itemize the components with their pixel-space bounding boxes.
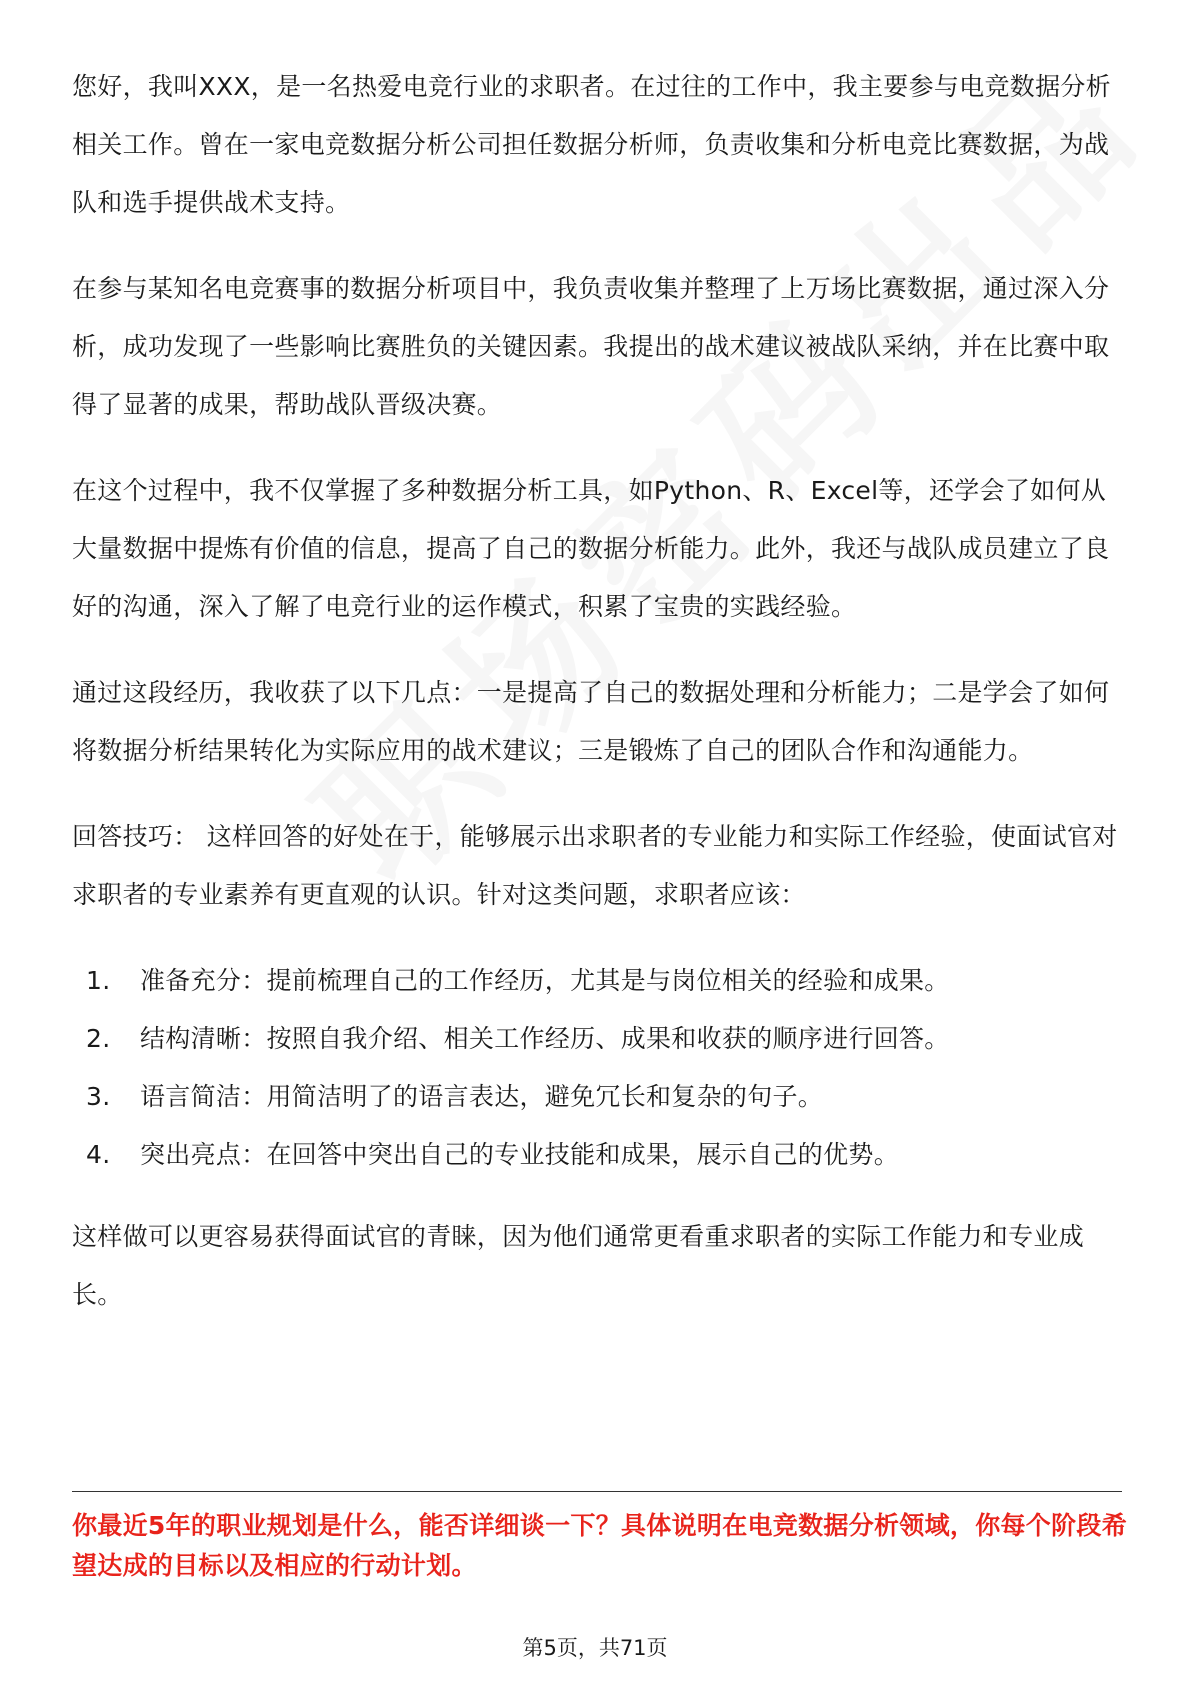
list-item xyxy=(72,1068,1122,1126)
list-item xyxy=(72,1126,1122,1184)
list-item-number: 2. xyxy=(86,1024,111,1053)
list-item-text: 准备充分：提前梳理自己的工作经历，尤其是与岗位相关的经验和成果。 xyxy=(140,966,950,995)
tips-list xyxy=(72,952,1122,1184)
list-item-text: 突出亮点：在回答中突出自己的专业技能和成果，展示自己的优势。 xyxy=(140,1140,900,1169)
tips-intro-paragraph: 回答技巧： 这样回答的好处在于，能够展示出求职者的专业能力和实际工作经验，使面试官对求职者的专业素养有更直观的认识。针对这类问题，求职者应该： xyxy=(72,822,1118,909)
project-paragraph: 在参与某知名电竞赛事的数据分析项目中，我负责收集并整理了上万场比赛数据，通过深入分析，成功发现了一些影响比赛胜负的关键因素。我提出的战术建议被战队采纳，并在比赛中取得了显著的成果，帮助战队晋级决赛。 xyxy=(72,274,1110,419)
list-item xyxy=(72,952,1122,1010)
next-question-heading: 你最近5年的职业规划是什么，能否详细谈一下？具体说明在电竞数据分析领域，你每个阶段希望达成的目标以及相应的行动计划。 xyxy=(72,1511,1127,1580)
list-item-text: 语言简洁：用简洁明了的语言表达，避免冗长和复杂的句子。 xyxy=(140,1082,824,1111)
gains-paragraph: 通过这段经历，我收获了以下几点：一是提高了自己的数据处理和分析能力；二是学会了如何将数据分析结果转化为实际应用的战术建议；三是锻炼了自己的团队合作和沟通能力。 xyxy=(72,678,1110,765)
list-item xyxy=(72,1010,1122,1068)
list-item-number: 3. xyxy=(86,1082,111,1111)
list-item-text: 结构清晰：按照自我介绍、相关工作经历、成果和收获的顺序进行回答。 xyxy=(140,1024,950,1053)
list-item-number: 4. xyxy=(86,1140,111,1169)
skills-paragraph: 在这个过程中，我不仅掌握了多种数据分析工具，如Python、R、Excel等，还学会了如何从大量数据中提炼有价值的信息，提高了自己的数据分析能力。此外，我还与战队成员建立了良好的沟通，深入了解了电竞行业的运作模式，积累了宝贵的实践经验。 xyxy=(72,476,1110,621)
page-number-footer: 第5页，共71页 xyxy=(522,1636,668,1660)
list-item-number: 1. xyxy=(86,966,111,995)
closing-paragraph: 这样做可以更容易获得面试官的青睐，因为他们通常更看重求职者的实际工作能力和专业成长。 xyxy=(72,1222,1085,1309)
section-divider xyxy=(72,1491,1122,1492)
intro-paragraph: 您好，我叫XXX，是一名热爱电竞行业的求职者。在过往的工作中，我主要参与电竞数据分析相关工作。曾在一家电竞数据分析公司担任数据分析师，负责收集和分析电竞比赛数据，为战队和选手提供战术支持。 xyxy=(72,72,1111,217)
answer-body xyxy=(72,58,1122,1352)
